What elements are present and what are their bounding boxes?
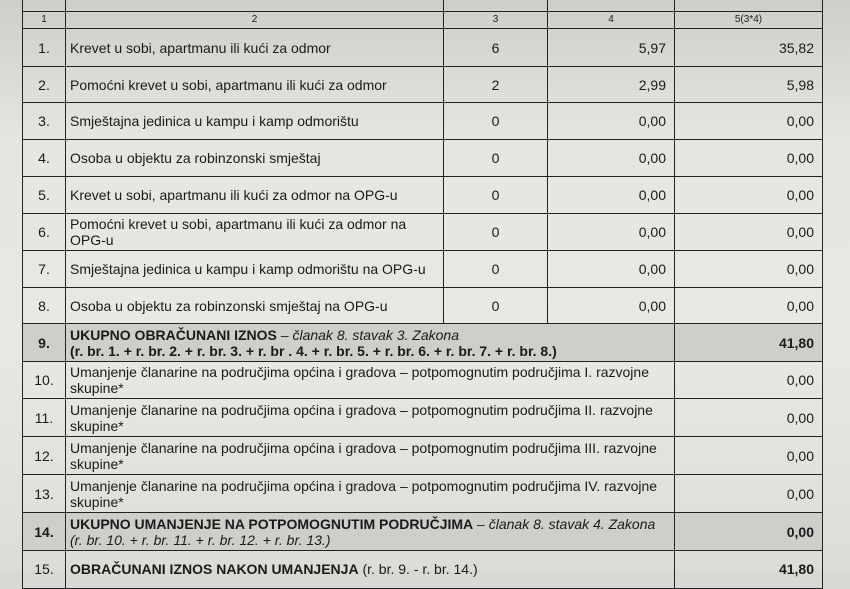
reduction-description: Umanjenje članarine na područjima općina i gradova – potpomognutim područjima II. razvojne skupine* <box>66 399 675 437</box>
row-total: 0,00 <box>675 214 823 251</box>
final-amount-title: OBRAČUNANI IZNOS NAKON UMANJENJA <box>70 561 359 577</box>
total-reduction-value: 0,00 <box>675 513 823 551</box>
row-description: Krevet u sobi, apartmanu ili kući za odmor <box>66 29 444 67</box>
total-calculated-value: 41,80 <box>675 324 823 362</box>
row-quantity: 2 <box>444 67 548 103</box>
col-header-1: 1 <box>23 12 66 29</box>
row-number: 9. <box>23 324 66 362</box>
row-total: 5,98 <box>675 67 823 103</box>
final-amount-formula: (r. br. 9. - r. br. 14.) <box>358 561 478 577</box>
row-quantity: 0 <box>444 214 548 251</box>
table-row <box>23 103 823 140</box>
row-total: 0,00 <box>675 103 823 140</box>
table-row <box>23 214 823 251</box>
reduction-row <box>23 362 823 399</box>
row-price: 2,99 <box>548 67 675 103</box>
row-quantity: 6 <box>444 29 548 67</box>
row-price: 0,00 <box>548 140 675 177</box>
row-description: Osoba u objektu za robinzonski smještaj <box>66 140 444 177</box>
row-description: Osoba u objektu za robinzonski smještaj na OPG-u <box>66 288 444 324</box>
column-number-row <box>23 12 823 29</box>
membership-fee-table <box>22 0 823 589</box>
row-description: Smještajna jedinica u kampu i kamp odmorištu na OPG-u <box>66 251 444 288</box>
row-number: 12. <box>23 437 66 475</box>
row-number: 7. <box>23 251 66 288</box>
table-row <box>23 140 823 177</box>
row-quantity: 0 <box>444 140 548 177</box>
row-total: 0,00 <box>675 177 823 214</box>
row-description: Pomoćni krevet u sobi, apartmanu ili kući za odmor na OPG-u <box>66 214 444 251</box>
row-number: 4. <box>23 140 66 177</box>
col-header-4: 4 <box>548 12 675 29</box>
row-quantity: 0 <box>444 288 548 324</box>
row-total: 0,00 <box>675 288 823 324</box>
row-price: 5,97 <box>548 29 675 67</box>
row-number: 8. <box>23 288 66 324</box>
row-description: Pomoćni krevet u sobi, apartmanu ili kući za odmor <box>66 67 444 103</box>
total-calculated-ref: – članak 8. stavak 3. Zakona <box>276 326 459 343</box>
row-quantity: 0 <box>444 177 548 214</box>
final-amount-value: 41,80 <box>675 551 823 589</box>
col-header-3: 3 <box>444 12 548 29</box>
total-reduction-ref: – članak 8. stavak 4. Zakona <box>473 515 656 532</box>
total-reduction-formula: (r. br. 10. + r. br. 11. + r. br. 12. + r. br. 13.) <box>70 531 331 548</box>
total-calculated-row <box>23 324 823 362</box>
row-total: 0,00 <box>675 251 823 288</box>
row-number: 15. <box>23 551 66 589</box>
reduction-value: 0,00 <box>675 399 823 437</box>
row-number: 11. <box>23 399 66 437</box>
row-price: 0,00 <box>548 288 675 324</box>
table-row <box>23 251 823 288</box>
row-number: 6. <box>23 214 66 251</box>
table-row <box>23 177 823 214</box>
total-calculated-title: UKUPNO OBRAČUNANI IZNOS <box>70 326 277 343</box>
reduction-description: Umanjenje članarine na područjima općina i gradova – potpomognutim područjima IV. razvojne skupine* <box>66 475 675 513</box>
col-header-5: 5(3*4) <box>675 12 823 29</box>
row-number: 5. <box>23 177 66 214</box>
row-number: 3. <box>23 103 66 140</box>
row-description: Smještajna jedinica u kampu i kamp odmorištu <box>66 103 444 140</box>
table-header-top <box>23 0 823 12</box>
row-quantity: 0 <box>444 251 548 288</box>
total-calculated-formula: (r. br. 1. + r. br. 2. + r. br. 3. + r. br . 4. + r. br. 5. + r. br. 6. + r. br. 7. + r. br. 8.) <box>70 342 557 359</box>
total-reduction-label <box>66 513 675 551</box>
row-price: 0,00 <box>548 214 675 251</box>
row-quantity: 0 <box>444 103 548 140</box>
row-price: 0,00 <box>548 103 675 140</box>
total-calculated-label <box>66 324 675 362</box>
table-row <box>23 29 823 67</box>
reduction-value: 0,00 <box>675 475 823 513</box>
total-reduction-row <box>23 513 823 551</box>
reduction-description: Umanjenje članarine na područjima općina i gradova – potpomognutim područjima I. razvojne skupine* <box>66 362 675 399</box>
reduction-row <box>23 399 823 437</box>
row-number: 2. <box>23 67 66 103</box>
row-description: Krevet u sobi, apartmanu ili kući za odmor na OPG-u <box>66 177 444 214</box>
reduction-value: 0,00 <box>675 362 823 399</box>
row-number: 14. <box>23 513 66 551</box>
col-header-2: 2 <box>66 12 444 29</box>
row-total: 35,82 <box>675 29 823 67</box>
reduction-description: Umanjenje članarine na područjima općina i gradova – potpomognutim područjima III. razvojne skupine* <box>66 437 675 475</box>
table-row <box>23 67 823 103</box>
reduction-row <box>23 437 823 475</box>
row-number: 1. <box>23 29 66 67</box>
reduction-row <box>23 475 823 513</box>
row-price: 0,00 <box>548 251 675 288</box>
reduction-value: 0,00 <box>675 437 823 475</box>
table-row <box>23 288 823 324</box>
row-number: 13. <box>23 475 66 513</box>
total-reduction-title: UKUPNO UMANJENJE NA POTPOMOGNUTIM PODRUČJIMA <box>70 515 474 532</box>
row-number: 10. <box>23 362 66 399</box>
row-total: 0,00 <box>675 140 823 177</box>
row-price: 0,00 <box>548 177 675 214</box>
